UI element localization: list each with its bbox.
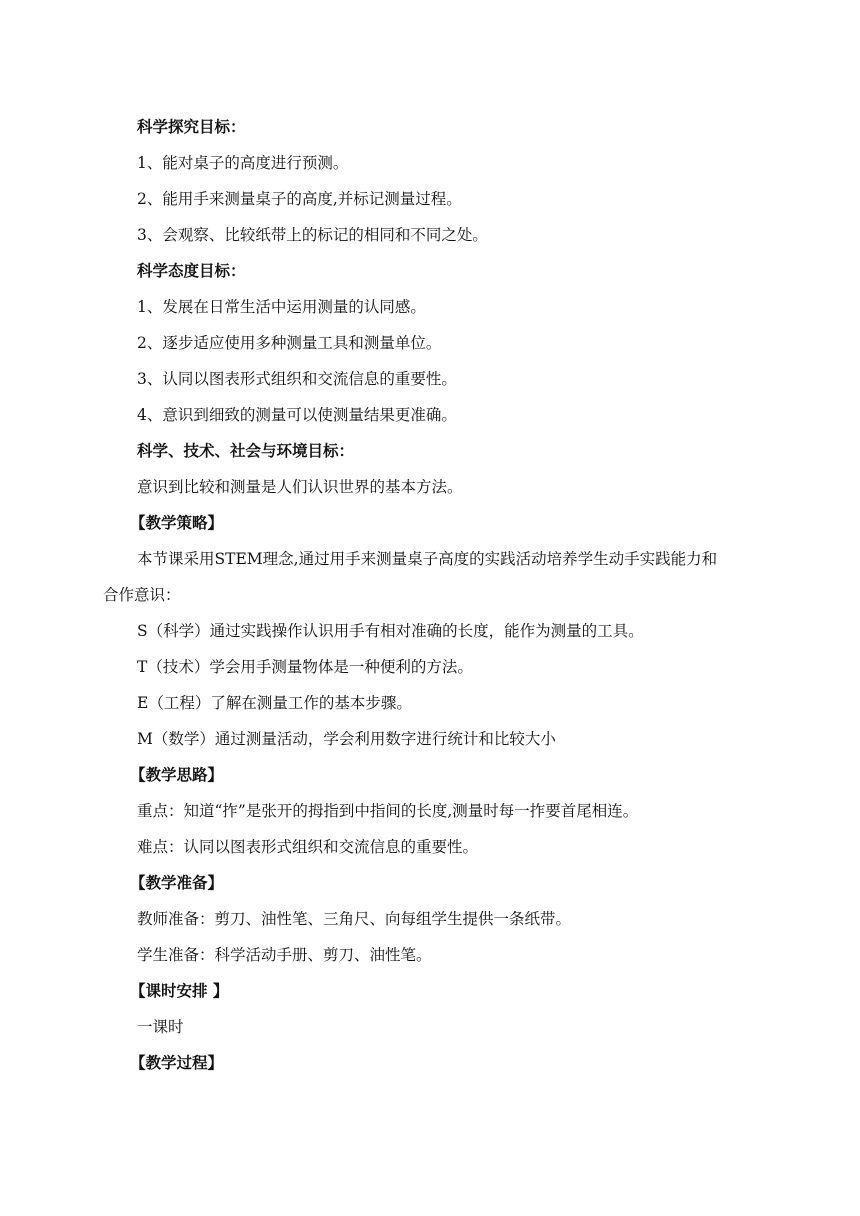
paragraph-line: 合作意识：: [103, 586, 181, 604]
heading-teaching-preparation: 【教学准备】: [130, 874, 224, 892]
heading-teaching-strategy: 【教学策略】: [130, 514, 224, 532]
paragraph-line: T（技术）学会用手测量物体是一种便利的方法。: [137, 658, 473, 676]
heading-lesson-arrangement: 【课时安排 】: [130, 982, 229, 1000]
paragraph-line: 2、能用手来测量桌子的高度,并标记测量过程。: [137, 190, 462, 208]
heading-teaching-process: 【教学过程】: [130, 1054, 224, 1072]
paragraph-line: 本节课采用STEM理念,通过用手来测量桌子高度的实践活动培养学生动手实践能力和: [137, 550, 718, 568]
paragraph-line: 4、意识到细致的测量可以使测量结果更准确。: [137, 406, 457, 424]
paragraph-line: 1、发展在日常生活中运用测量的认同感。: [137, 298, 426, 316]
heading-science-attitude: 科学态度目标：: [137, 262, 246, 280]
paragraph-line: 3、会观察、比较纸带上的标记的相同和不同之处。: [137, 226, 488, 244]
paragraph-line: 重点：知道“拃”是张开的拇指到中指间的长度,测量时每一拃要首尾相连。: [137, 802, 639, 820]
paragraph-line: 学生准备：科学活动手册、剪刀、油性笔。: [137, 946, 432, 964]
paragraph-line: 意识到比较和测量是人们认识世界的基本方法。: [137, 478, 463, 496]
paragraph-line: E（工程）了解在测量工作的基本步骤。: [137, 694, 412, 712]
paragraph-line: 2、逐步适应使用多种测量工具和测量单位。: [137, 334, 442, 352]
paragraph-line: 教师准备：剪刀、油性笔、三角尺、向每组学生提供一条纸带。: [137, 910, 572, 928]
paragraph-line: 1、能对桌子的高度进行预测。: [137, 154, 349, 172]
paragraph-line: 3、认同以图表形式组织和交流信息的重要性。: [137, 370, 457, 388]
paragraph-line: 难点：认同以图表形式组织和交流信息的重要性。: [137, 838, 479, 856]
heading-teaching-idea: 【教学思路】: [130, 766, 224, 784]
heading-sts-goal: 科学、技术、社会与环境目标：: [137, 442, 355, 460]
paragraph-line: M（数学）通过测量活动，学会利用数字进行统计和比较大小: [137, 730, 556, 748]
paragraph-line: S（科学）通过实践操作认识用手有相对准确的长度，能作为测量的工具。: [137, 622, 644, 640]
heading-science-inquiry: 科学探究目标：: [137, 118, 246, 136]
paragraph-line: 一课时: [137, 1018, 184, 1036]
